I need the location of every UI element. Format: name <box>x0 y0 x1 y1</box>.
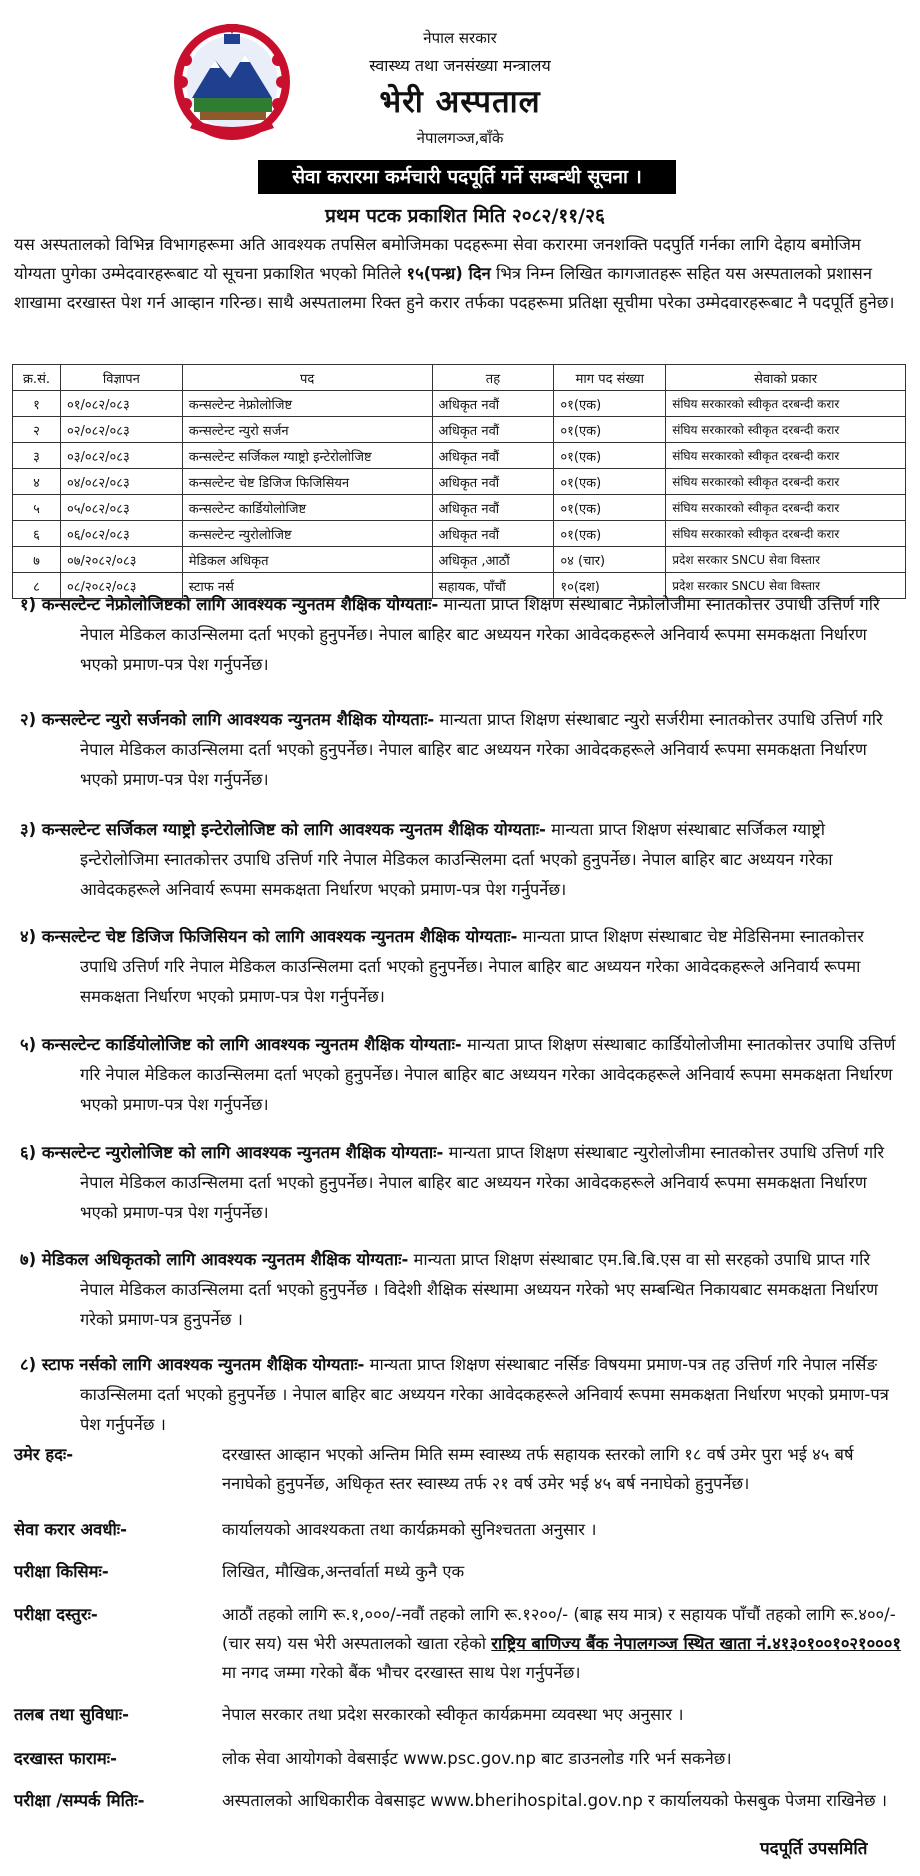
header-serial: क्र.सं. <box>13 365 61 391</box>
application-form-label: दरखास्त फारामः- <box>14 1749 117 1768</box>
government-name: नेपाल सरकार <box>423 29 497 47</box>
cell-demand-count: ०१(एक) <box>554 443 666 469</box>
cell-serial: ५ <box>13 495 61 521</box>
intro-text-2: भित्र निम्न लिखित कागजातहरू सहित यस अस्पतालको प्रशासन शाखामा दरखास्त पेश गर्न आव्हान गरिन्छ। साथै अस्पतालमा रिक्त हुने करार तर्फका पदहरूमा प्रतिक्षा सूचीमा परेका उम्मेदवारहरूबाट नै पदपूर्ति हुनेछ। <box>14 264 895 312</box>
header-post: पद <box>182 365 432 391</box>
table-row <box>13 521 906 547</box>
qualification-title: ८) स्टाफ नर्सको लागि आवश्यक न्युनतम शैक्षिक योग्यताः- <box>20 1355 365 1374</box>
cell-advertisement: ०२/०८२/०८३ <box>60 417 182 443</box>
exam-type-value: लिखित, मौखिक,अन्तर्वार्ता मध्ये कुनै एक <box>222 1562 465 1581</box>
qualification-body: मान्यता प्राप्त शिक्षण संस्थाबाट एम.बि.बि.एस वा सो सरहको उपाधि प्राप्त गरि नेपाल मेडिकल काउन्सिलमा दर्ता भएको हुनुपर्नेछ । विदेशी शैक्षिक संस्थामा अध्ययन गरेको भए सम्बन्धित निकायबाट समकक्षता निर्धारण गरेको प्रमाण-पत्र हुनुपर्नेछ । <box>80 1250 878 1329</box>
cell-level: अधिकृत ,आठौं <box>432 547 554 573</box>
cell-advertisement: ०३/०८२/०८३ <box>60 443 182 469</box>
table-row <box>13 417 906 443</box>
cell-serial: १ <box>13 391 61 417</box>
qualification-1 <box>10 590 905 680</box>
table-row <box>13 443 906 469</box>
qualification-body: मान्यता प्राप्त शिक्षण संस्थाबाट कार्डियोलोजीमा स्नातकोत्तर उपाधि उत्तिर्ण गरि नेपाल मेडिकल काउन्सिलमा दर्ता भएको हुनुपर्नेछ। नेपाल बाहिर बाट अध्ययन गरेका आवेदकहरूले अनिवार्य रूपमा समकक्षता निर्धारण भएको प्रमाण-पत्र पेश गर्नुपर्नेछ। <box>80 1035 896 1114</box>
cell-post: स्टाफ नर्स <box>182 573 432 599</box>
qualification-2 <box>10 705 905 795</box>
table-row <box>13 391 906 417</box>
qualification-4 <box>10 922 905 1012</box>
cell-advertisement: ०४/०८२/०८३ <box>60 469 182 495</box>
header-service-type: सेवाको प्रकार <box>666 365 906 391</box>
exam-contact-value: अस्पतालको आधिकारीक वेबसाइट www.bherihospital.gov.np र कार्यालयको फेसबुक पेजमा राखिनेछ । <box>222 1791 888 1810</box>
header-level: तह <box>432 365 554 391</box>
cell-service-type: संघिय सरकारको स्वीकृत दरबन्दी करार <box>666 521 906 547</box>
cell-service-type: प्रदेश सरकार SNCU सेवा विस्तार <box>666 547 906 573</box>
cell-serial: ७ <box>13 547 61 573</box>
qualification-7 <box>10 1245 905 1335</box>
qualification-6 <box>10 1138 905 1228</box>
table-row <box>13 547 906 573</box>
qualification-body: मान्यता प्राप्त शिक्षण संस्थाबाट न्युरोलोजीमा स्नातकोत्तर उपाधि उत्तिर्ण गरि नेपाल मेडिकल काउन्सिलमा दर्ता भएको हुनुपर्नेछ। नेपाल बाहिर बाट अध्ययन गरेका आवेदकहरूले अनिवार्य रूपमा समकक्षता निर्धारण भएको प्रमाण-पत्र पेश गर्नुपर्नेछ। <box>80 1143 885 1222</box>
cell-level: सहायक, पाँचौं <box>432 573 554 599</box>
salary-label: तलब तथा सुविधाः- <box>14 1705 129 1724</box>
cell-advertisement: ०६/०८२/०८३ <box>60 521 182 547</box>
header-advertisement: विज्ञापन <box>60 365 182 391</box>
cell-demand-count: ०१(एक) <box>554 417 666 443</box>
cell-service-type: संघिय सरकारको स्वीकृत दरबन्दी करार <box>666 443 906 469</box>
intro-text-1: यस अस्पतालको विभिन्न विभागहरूमा अति आवश्यक तपसिल बमोजिमका पदहरूमा सेवा करारमा जनशक्ति पदपुर्ति गर्नका लागि देहाय बमोजिम योग्यता पुगेका उम्मेदवारहरूबाट यो सूचना प्रकाशित भएको मितिले <box>14 235 861 283</box>
intro-deadline: १५(पन्ध्र) दिन <box>406 264 491 283</box>
qualification-title: १) कन्सल्टेन्ट नेफ्रोलोजिष्टको लागि आवश्यक न्युनतम शैक्षिक योग्यताः- <box>20 595 439 614</box>
qualification-body: मान्यता प्राप्त शिक्षण संस्थाबाट नेफ्रोलोजीमा स्नातकोत्तर उपाधी उत्तिर्ण गरि नेपाल मेडिकल काउन्सिलमा दर्ता भएको हुनुपर्नेछ। नेपाल बाहिर बाट अध्ययन गरेका आवेदकहरूले अनिवार्य रूपमा समकक्षता निर्धारण भएको प्रमाण-पत्र पेश गर्नुपर्नेछ। <box>80 595 880 674</box>
cell-service-type: संघिय सरकारको स्वीकृत दरबन्दी करार <box>666 495 906 521</box>
age-limit-label: उमेर हदः- <box>14 1445 74 1464</box>
qualification-title: ७) मेडिकल अधिकृतको लागि आवश्यक न्युनतम शैक्षिक योग्यताः- <box>20 1250 409 1269</box>
qualification-body: मान्यता प्राप्त शिक्षण संस्थाबाट नर्सिङ विषयमा प्रमाण-पत्र तह उत्तिर्ण गरि नेपाल नर्सिङ काउन्सिलमा दर्ता भएको हुनुपर्नेछ । नेपाल बाहिर बाट अध्ययन गरेका आवेदकहरूले अनिवार्य रूपमा समकक्षता निर्धारण भएको प्रमाण-पत्र पेश गर्नुपर्नेछ । <box>80 1355 889 1434</box>
qualification-title: ४) कन्सल्टेन्ट चेष्ट डिजिज फिजिसियन को लागि आवश्यक न्युनतम शैक्षिक योग्यताः- <box>20 927 518 946</box>
cell-level: अधिकृत नवौं <box>432 521 554 547</box>
signature-committee: पदपूर्ति उपसमिति <box>760 1839 868 1859</box>
cell-advertisement: ०८/२०८२/०८३ <box>60 573 182 599</box>
age-limit-value: दरखास्त आव्हान भएको अन्तिम मिति सम्म स्वास्थ्य तर्फ सहायक स्तरको लागि १८ वर्ष उमेर पुरा भई ४५ बर्ष ननाघेको हुनुपर्नेछ, अधिकृत स्तर स्वास्थ्य तर्फ २१ वर्ष उमेर भई ४५ बर्ष ननाघेको हुनुपर्नेछ। <box>222 1445 854 1493</box>
salary-value: नेपाल सरकार तथा प्रदेश सरकारको स्वीकृत कार्यक्रममा व्यवस्था भए अनुसार । <box>222 1705 684 1724</box>
ministry-name: स्वास्थ्य तथा जनसंख्या मन्त्रालय <box>369 56 551 75</box>
table-row <box>13 469 906 495</box>
exam-contact-label: परीक्षा /सम्पर्क मितिः- <box>14 1791 145 1810</box>
qualification-title: ६) कन्सल्टेन्ट न्युरोलोजिष्ट को लागि आवश्यक न्युनतम शैक्षिक योग्यताः- <box>20 1143 444 1162</box>
cell-level: अधिकृत नवौं <box>432 469 554 495</box>
exam-fee-text-1: आठौं तहको लागि रू.१,०००/-नवौं तहको लागि रू.१२००/- (बाह्र सय मात्र) र सहायक पाँचौं तहको लागि रू.४००/-(चार सय) यस भेरी अस्पतालको खाता रहेको <box>222 1605 896 1653</box>
cell-level: अधिकृत नवौं <box>432 391 554 417</box>
cell-post: कन्सल्टेन्ट सर्जिकल ग्याष्ट्रो इन्टेरोलोजिष्ट <box>182 443 432 469</box>
vacancy-table <box>12 364 906 599</box>
hospital-location: नेपालगञ्ज,बाँके <box>416 129 504 147</box>
cell-serial: ३ <box>13 443 61 469</box>
cell-level: अधिकृत नवौं <box>432 495 554 521</box>
header-demand-count: माग पद संख्या <box>554 365 666 391</box>
nepal-government-emblem-icon <box>170 20 295 145</box>
cell-service-type: संघिय सरकारको स्वीकृत दरबन्दी करार <box>666 469 906 495</box>
cell-demand-count: ०४ (चार) <box>554 547 666 573</box>
cell-serial: ८ <box>13 573 61 599</box>
contract-duration-label: सेवा करार अवधीः- <box>14 1520 127 1539</box>
cell-service-type: प्रदेश सरकार SNCU सेवा विस्तार <box>666 573 906 599</box>
table-body <box>13 391 906 599</box>
publish-date: प्रथम पटक प्रकाशित मिति २०८२/११/२६ <box>325 205 605 227</box>
cell-advertisement: ०५/०८२/०८३ <box>60 495 182 521</box>
hospital-name: भेरी अस्पताल <box>379 84 541 120</box>
cell-advertisement: ०७/२०८२/०८३ <box>60 547 182 573</box>
cell-demand-count: ०१(एक) <box>554 469 666 495</box>
qualification-8 <box>10 1350 905 1440</box>
table-header-row <box>13 365 906 391</box>
intro-paragraph <box>14 230 904 317</box>
qualification-title: ३) कन्सल्टेन्ट सर्जिकल ग्याष्ट्रो इन्टेरोलोजिष्ट को लागि आवश्यक न्युनतम शैक्षिक योग्यताः- <box>20 820 546 839</box>
cell-post: कन्सल्टेन्ट न्युरो सर्जन <box>182 417 432 443</box>
cell-service-type: संघिय सरकारको स्वीकृत दरबन्दी करार <box>666 417 906 443</box>
cell-serial: ६ <box>13 521 61 547</box>
cell-level: अधिकृत नवौं <box>432 417 554 443</box>
exam-fee-text-2: मा नगद जम्मा गरेको बैंक भौचर दरखास्त साथ पेश गर्नुपर्नेछ। <box>222 1663 581 1682</box>
notice-title: सेवा करारमा कर्मचारी पदपूर्ति गर्ने सम्बन्धी सूचना । <box>258 160 676 194</box>
cell-post: कन्सल्टेन्ट कार्डियोलोजिष्ट <box>182 495 432 521</box>
cell-post: कन्सल्टेन्ट चेष्ट डिजिज फिजिसियन <box>182 469 432 495</box>
qualification-body: मान्यता प्राप्त शिक्षण संस्थाबाट चेष्ट मेडिसिनमा स्नातकोत्तर उपाधि उत्तिर्ण गरि नेपाल मेडिकल काउन्सिलमा दर्ता भएको हुनुपर्नेछ। नेपाल बाहिर बाट अध्ययन गरेका आवेदकहरूले अनिवार्य रूपमा समकक्षता निर्धारण भएको प्रमाण-पत्र पेश गर्नुपर्नेछ। <box>80 927 864 1006</box>
bank-account-details: राष्ट्रिय बाणिज्य बैंक नेपालगञ्ज स्थित खाता नं.४१३०१००१०२१०००१ <box>491 1634 901 1653</box>
exam-type-label: परीक्षा किसिमः- <box>14 1562 109 1581</box>
cell-demand-count: ०१(एक) <box>554 521 666 547</box>
qualification-body: मान्यता प्राप्त शिक्षण संस्थाबाट सर्जिकल ग्याष्ट्रो इन्टेरोलोजिमा स्नातकोत्तर उपाधि उत्तिर्ण गरि नेपाल मेडिकल काउन्सिलमा दर्ता भएको हुनुपर्नेछ। नेपाल बाहिर बाट अध्ययन गरेका आवेदकहरूले अनिवार्य रूपमा समकक्षता निर्धारण भएको प्रमाण-पत्र पेश गर्नुपर्नेछ। <box>80 820 833 899</box>
cell-demand-count: १०(दश) <box>554 573 666 599</box>
cell-service-type: संघिय सरकारको स्वीकृत दरबन्दी करार <box>666 391 906 417</box>
cell-demand-count: ०१(एक) <box>554 495 666 521</box>
cell-post: मेडिकल अधिकृत <box>182 547 432 573</box>
application-form-value: लोक सेवा आयोगको वेबसाईट www.psc.gov.np बाट डाउनलोड गरि भर्न सकनेछ। <box>222 1749 732 1768</box>
cell-serial: २ <box>13 417 61 443</box>
cell-level: अधिकृत नवौं <box>432 443 554 469</box>
cell-advertisement: ०१/०८२/०८३ <box>60 391 182 417</box>
contract-duration-value: कार्यालयको आवश्यकता तथा कार्यक्रमको सुनिश्चतता अनुसार । <box>222 1520 597 1539</box>
table-row <box>13 495 906 521</box>
qualification-title: २) कन्सल्टेन्ट न्युरो सर्जनको लागि आवश्यक न्युनतम शैक्षिक योग्यताः- <box>20 710 435 729</box>
qualification-5 <box>10 1030 905 1120</box>
cell-serial: ४ <box>13 469 61 495</box>
cell-post: कन्सल्टेन्ट न्युरोलोजिष्ट <box>182 521 432 547</box>
qualification-title: ५) कन्सल्टेन्ट कार्डियोलोजिष्ट को लागि आवश्यक न्युनतम शैक्षिक योग्यताः- <box>20 1035 462 1054</box>
qualification-3 <box>10 815 905 905</box>
cell-demand-count: ०१(एक) <box>554 391 666 417</box>
exam-fee-value <box>222 1600 907 1687</box>
qualification-body: मान्यता प्राप्त शिक्षण संस्थाबाट न्युरो सर्जरीमा स्नातकोत्तर उपाधि उत्तिर्ण गरि नेपाल मेडिकल काउन्सिलमा दर्ता भएको हुनुपर्नेछ। नेपाल बाहिर बाट अध्ययन गरेका आवेदकहरूले अनिवार्य रूपमा समकक्षता निर्धारण भएको प्रमाण-पत्र पेश गर्नुपर्नेछ। <box>80 710 883 789</box>
exam-fee-label: परीक्षा दस्तुरः- <box>14 1605 98 1624</box>
cell-post: कन्सल्टेन्ट नेफ्रोलोजिष्ट <box>182 391 432 417</box>
